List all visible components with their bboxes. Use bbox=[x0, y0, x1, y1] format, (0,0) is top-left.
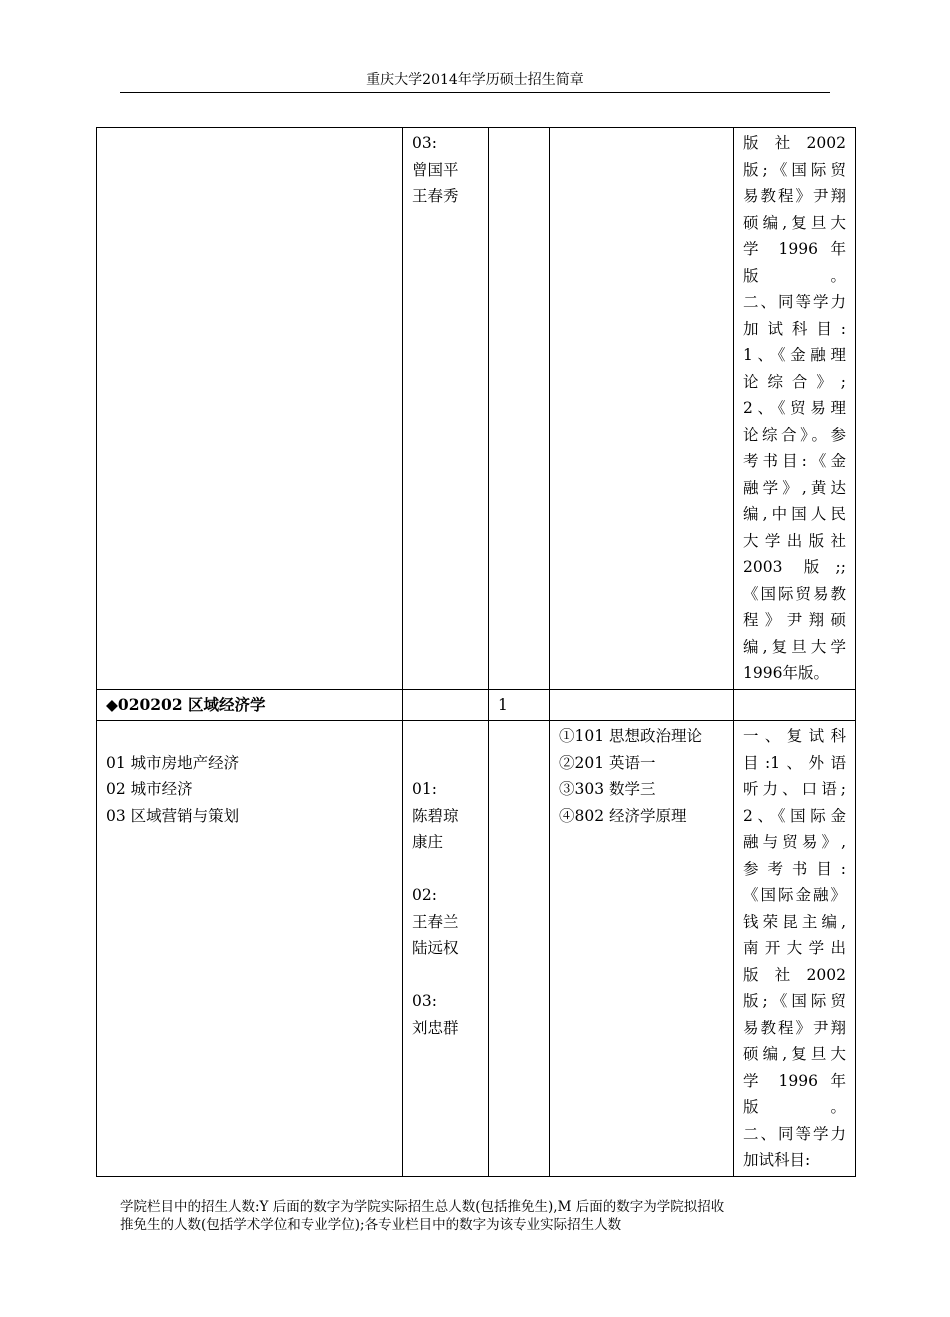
advisor-line: 王春秀 bbox=[412, 187, 459, 205]
exam-subjects-cell bbox=[550, 128, 734, 690]
notes-line: 大学出版社 bbox=[743, 531, 846, 550]
footnote-line: 学院栏目中的招生人数:Y 后面的数字为学院实际招生总人数(包括推免生),M 后面的数字为学院拟招收 bbox=[120, 1199, 725, 1215]
notes-line: 融学》,黄达 bbox=[743, 478, 846, 497]
research-direction: 01 城市房地产经济 bbox=[106, 753, 240, 772]
advisor-cell bbox=[403, 689, 489, 721]
major-row bbox=[97, 689, 856, 721]
notes-cell bbox=[734, 689, 856, 721]
notes-line: 易教程》尹翔 bbox=[743, 1018, 846, 1037]
header-title: 重庆大学2014年学历硕士招生简章 bbox=[366, 72, 584, 88]
blank-line bbox=[412, 723, 479, 750]
detail-row bbox=[97, 721, 856, 1177]
notes-line: 《国际金融》 bbox=[743, 886, 846, 904]
notes-line: 钱荣昆主编, bbox=[743, 912, 846, 931]
notes-line: 版。 bbox=[743, 1098, 846, 1116]
page-header bbox=[120, 70, 830, 93]
advisor-line: 03: bbox=[412, 134, 437, 152]
advisor-line: 陆远权 bbox=[412, 939, 459, 957]
blank-line bbox=[412, 750, 479, 777]
notes-line: 《国际贸易教 bbox=[743, 584, 846, 603]
notes-line: 程》尹翔硕 bbox=[743, 611, 846, 629]
notes-line: 论综合》。参 bbox=[743, 425, 846, 444]
notes-line: 易教程》尹翔 bbox=[743, 187, 846, 205]
research-direction: 02 城市经济 bbox=[106, 780, 193, 798]
notes-line: 版;《国际贸 bbox=[743, 160, 846, 179]
notes-line: 二、同等学力 bbox=[743, 1124, 846, 1143]
notes-line: 二、同等学力 bbox=[743, 293, 846, 311]
advisor-line: 03: bbox=[412, 992, 437, 1010]
direction-cell bbox=[97, 128, 403, 690]
exam-subject: ②201 英语一 bbox=[559, 753, 656, 772]
enrollment-cell bbox=[489, 689, 550, 721]
footnote bbox=[120, 1198, 835, 1234]
research-direction: 03 区域营销与策划 bbox=[106, 806, 240, 825]
advisor-line: 康庄 bbox=[412, 833, 444, 851]
notes-line: 版;《国际贸 bbox=[743, 992, 846, 1010]
notes-cell bbox=[734, 128, 856, 690]
notes-line: 加试科目: bbox=[743, 1151, 811, 1169]
notes-line: 学 1996 年 bbox=[743, 240, 846, 258]
advisor-line: 01: bbox=[412, 780, 437, 798]
notes-line: 版。 bbox=[743, 266, 846, 285]
notes-line: 版 社 2002 bbox=[743, 965, 846, 984]
notes-line: 一、复试科 bbox=[743, 727, 846, 745]
notes-line: 硕编,复旦大 bbox=[743, 1045, 846, 1063]
advisor-cell bbox=[403, 128, 489, 690]
notes-line: 版 社 2002 bbox=[743, 134, 846, 152]
notes-line: 听力、口语; bbox=[743, 780, 846, 798]
notes-line: 1996年版。 bbox=[743, 664, 829, 682]
notes-line: 学 1996 年 bbox=[743, 1071, 846, 1090]
advisor-line: 王春兰 bbox=[412, 912, 459, 931]
notes-line: 目:1、外语 bbox=[743, 753, 846, 772]
blank-line bbox=[412, 962, 479, 989]
notes-line: 2、《贸易理 bbox=[743, 399, 846, 417]
advisor-line: 02: bbox=[412, 886, 437, 904]
notes-line: 2、《国际金 bbox=[743, 806, 846, 825]
notes-line: 融与贸易》, bbox=[743, 833, 846, 851]
notes-line: 1、《金融理 bbox=[743, 346, 846, 364]
blank-line bbox=[412, 856, 479, 883]
exam-subject: ④802 经济学原理 bbox=[559, 806, 687, 825]
notes-line: 考书目:《金 bbox=[743, 452, 846, 470]
notes-line: 2003 版;; bbox=[743, 558, 846, 576]
enrollment-cell bbox=[489, 128, 550, 690]
notes-line: 硕编,复旦大 bbox=[743, 213, 846, 232]
notes-line: 论综合》; bbox=[743, 372, 846, 391]
advisor-cell bbox=[403, 721, 489, 1177]
enrollment-cell bbox=[489, 721, 550, 1177]
exam-subjects-cell bbox=[550, 689, 734, 721]
notes-line: 编,复旦大学 bbox=[743, 637, 846, 656]
exam-subject: ③303 数学三 bbox=[559, 780, 656, 798]
exam-subject: ①101 思想政治理论 bbox=[559, 727, 703, 745]
continuation-row bbox=[97, 128, 856, 690]
advisor-line: 陈碧琼 bbox=[412, 806, 459, 825]
notes-cell bbox=[734, 721, 856, 1177]
blank-line bbox=[106, 723, 393, 750]
admissions-table bbox=[96, 127, 856, 1177]
notes-line: 南开大学出 bbox=[743, 939, 846, 957]
major-name-cell bbox=[97, 689, 403, 721]
advisor-line: 刘忠群 bbox=[412, 1018, 459, 1037]
direction-cell bbox=[97, 721, 403, 1177]
major-name: ◆020202 区域经济学 bbox=[106, 694, 266, 714]
notes-line: 参考书目: bbox=[743, 859, 846, 878]
enrollment-count: 1 bbox=[498, 695, 508, 714]
footnote-line: 推免生的人数(包括学术学位和专业学位);各专业栏目中的数字为该专业实际招生人数 bbox=[120, 1217, 622, 1233]
notes-line: 加试科目: bbox=[743, 319, 846, 338]
exam-subjects-cell bbox=[550, 721, 734, 1177]
notes-line: 编,中国人民 bbox=[743, 505, 846, 523]
advisor-line: 曾国平 bbox=[412, 160, 459, 179]
